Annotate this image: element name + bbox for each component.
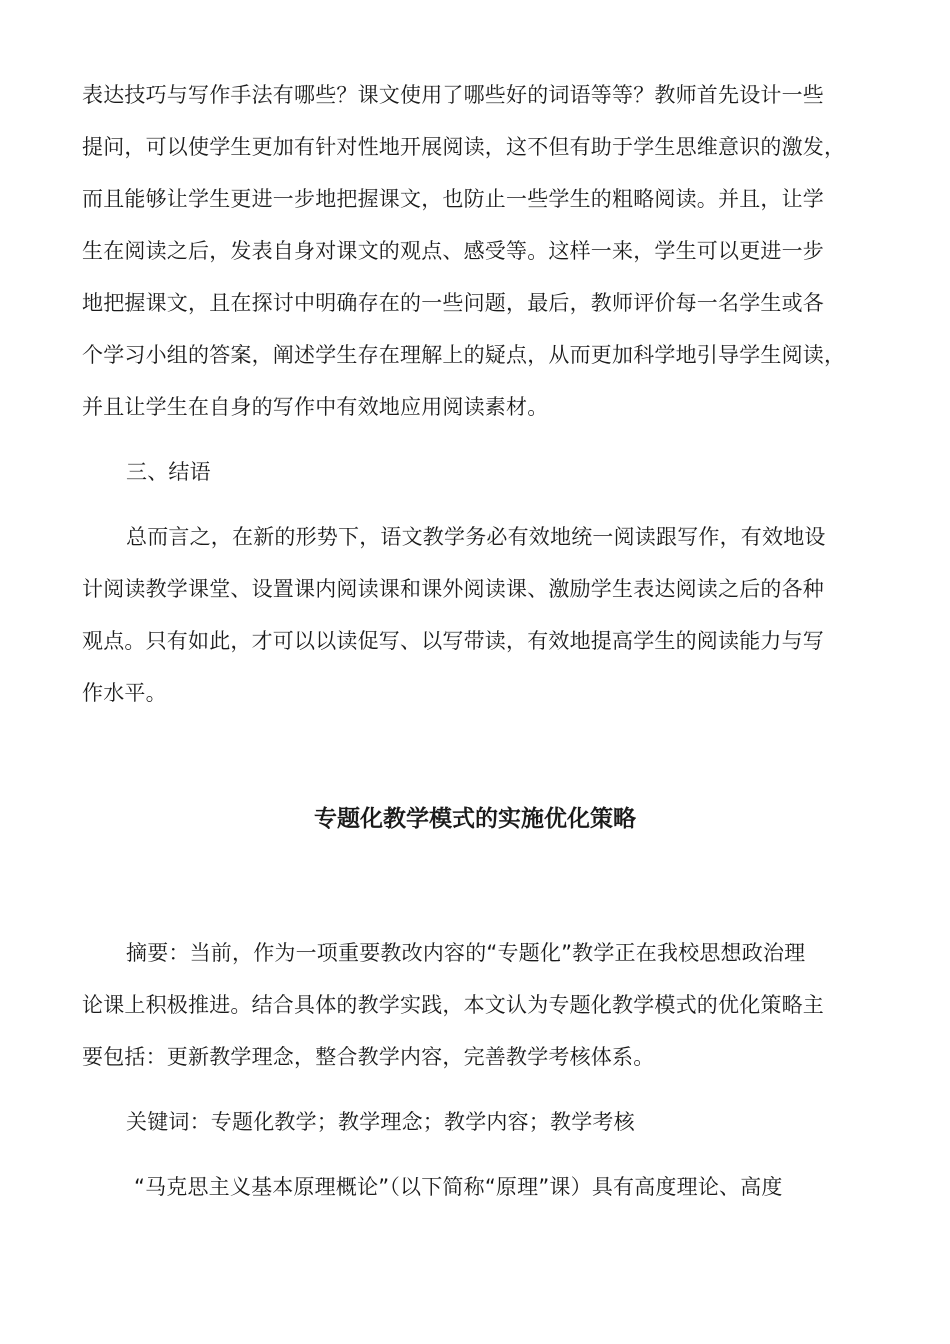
paragraph-line: 个学习小组的答案，阐述学生存在理解上的疑点，从而更加科学地引导学生阅读， [82,343,846,367]
abstract-line: 摘要：当前，作为一项重要教改内容的“专题化”教学正在我校思想政治理 [126,941,806,965]
abstract-line: 要包括：更新教学理念，整合教学内容，完善教学考核体系。 [82,1045,655,1069]
paragraph-line: 并且让学生在自身的写作中有效地应用阅读素材。 [82,395,549,419]
keywords-line: 关键词：专题化教学；教学理念；教学内容；教学考核 [126,1110,635,1134]
conclusion-line: 计阅读教学课堂、设置课内阅读课和课外阅读课、激励学生表达阅读之后的各种 [82,577,824,601]
paragraph-line: 提问，可以使学生更加有针对性地开展阅读，这不但有助于学生思维意识的激发， [82,135,846,159]
conclusion-line: 总而言之，在新的形势下，语文教学务必有效地统一阅读跟写作，有效地设 [126,525,826,549]
abstract-line: 论课上积极推进。结合具体的教学实践，本文认为专题化教学模式的优化策略主 [82,993,824,1017]
section-heading: 三、结语 [126,460,211,484]
conclusion-line: 观点。只有如此，才可以以读促写、以写带读，有效地提高学生的阅读能力与写 [82,629,824,653]
paragraph-line: 表达技巧与写作手法有哪些？课文使用了哪些好的词语等等？教师首先设计一些 [82,83,824,107]
paragraph-line: 地把握课文，且在探讨中明确存在的一些问题，最后，教师评价每一名学生或各 [82,291,824,315]
conclusion-line: 作水平。 [82,681,167,705]
paragraph-line: 生在阅读之后，发表自身对课文的观点、感受等。这样一来，学生可以更进一步 [82,239,824,263]
paragraph-line: 而且能够让学生更进一步地把握课文，也防止一些学生的粗略阅读。并且，让学 [82,187,824,211]
intro-line: “马克思主义基本原理概论”（以下简称“原理”课）具有高度理论、高度 [134,1175,783,1199]
article-title: 专题化教学模式的实施优化策略 [314,806,636,832]
